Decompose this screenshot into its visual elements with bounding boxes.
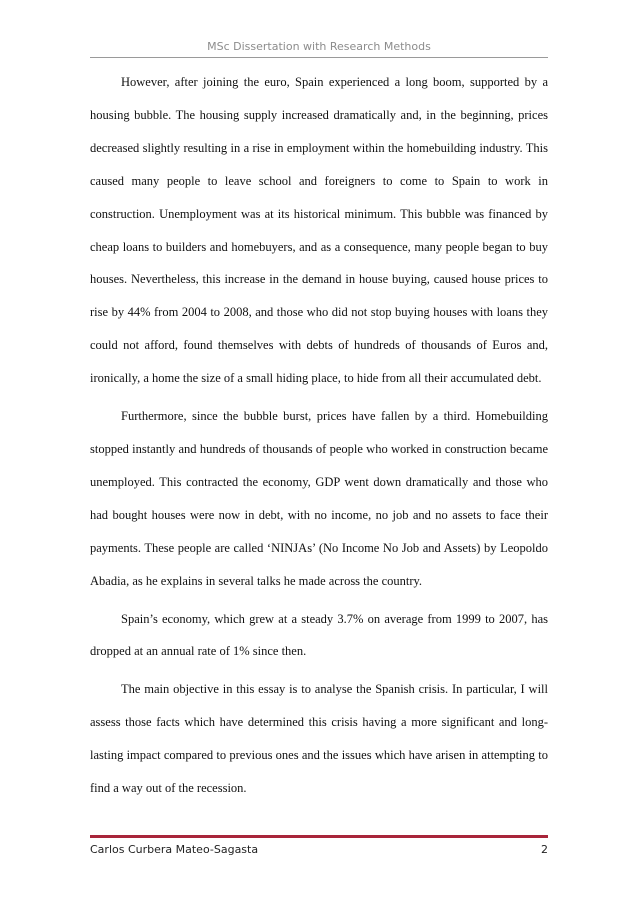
footer-divider xyxy=(90,835,548,838)
footer-author: Carlos Curbera Mateo-Sagasta xyxy=(90,843,259,856)
paragraph: Furthermore, since the bubble burst, prices have fallen by a third. Homebuilding stopped instantly and hundreds of thousands of people who worked in construction became unemployed. This contracted the economy, GDP went down dramatically and those who had bought houses were now in debt, with no income, no job and no assets to face their payments. These people are called ‘NINJAs’ (No Income No Job and Assets) by Leopoldo Abadia, as he explains in several talks he made across the country. xyxy=(90,409,548,588)
paragraph: However, after joining the euro, Spain experienced a long boom, supported by a housing bubble. The housing supply increased dramatically and, in the beginning, prices decreased slightly resulting in a rise in employment within the homebuilding industry. This caused many people to leave school and foreigners to come to Spain to work in construction. Unemployment was at its historical minimum. This bubble was financed by cheap loans to builders and homebuyers, and as a consequence, many people began to buy houses. Nevertheless, this increase in the demand in house buying, caused house prices to rise by 44% from 2004 to 2008, and those who did not stop buying houses with loans they could not afford, found themselves with debts of hundreds of thousands of Euros and, ironically, a home the size of a small hiding place, to hide from all their accumulated debt. xyxy=(90,75,548,386)
running-header: MSc Dissertation with Research Methods xyxy=(207,40,431,53)
paragraph: Spain’s economy, which grew at a steady 3.7% on average from 1999 to 2007, has dropped at an annual rate of 1% since then. xyxy=(90,611,548,659)
paragraph: The main objective in this essay is to analyse the Spanish crisis. In particular, I will assess those facts which have determined this crisis having a more significant and long-lasting impact compared to previous ones and the issues which have arisen in attempting to find a way out of the recession. xyxy=(90,682,548,796)
header-divider xyxy=(90,57,548,58)
body-text xyxy=(90,66,548,805)
page-number: 2 xyxy=(541,843,548,856)
